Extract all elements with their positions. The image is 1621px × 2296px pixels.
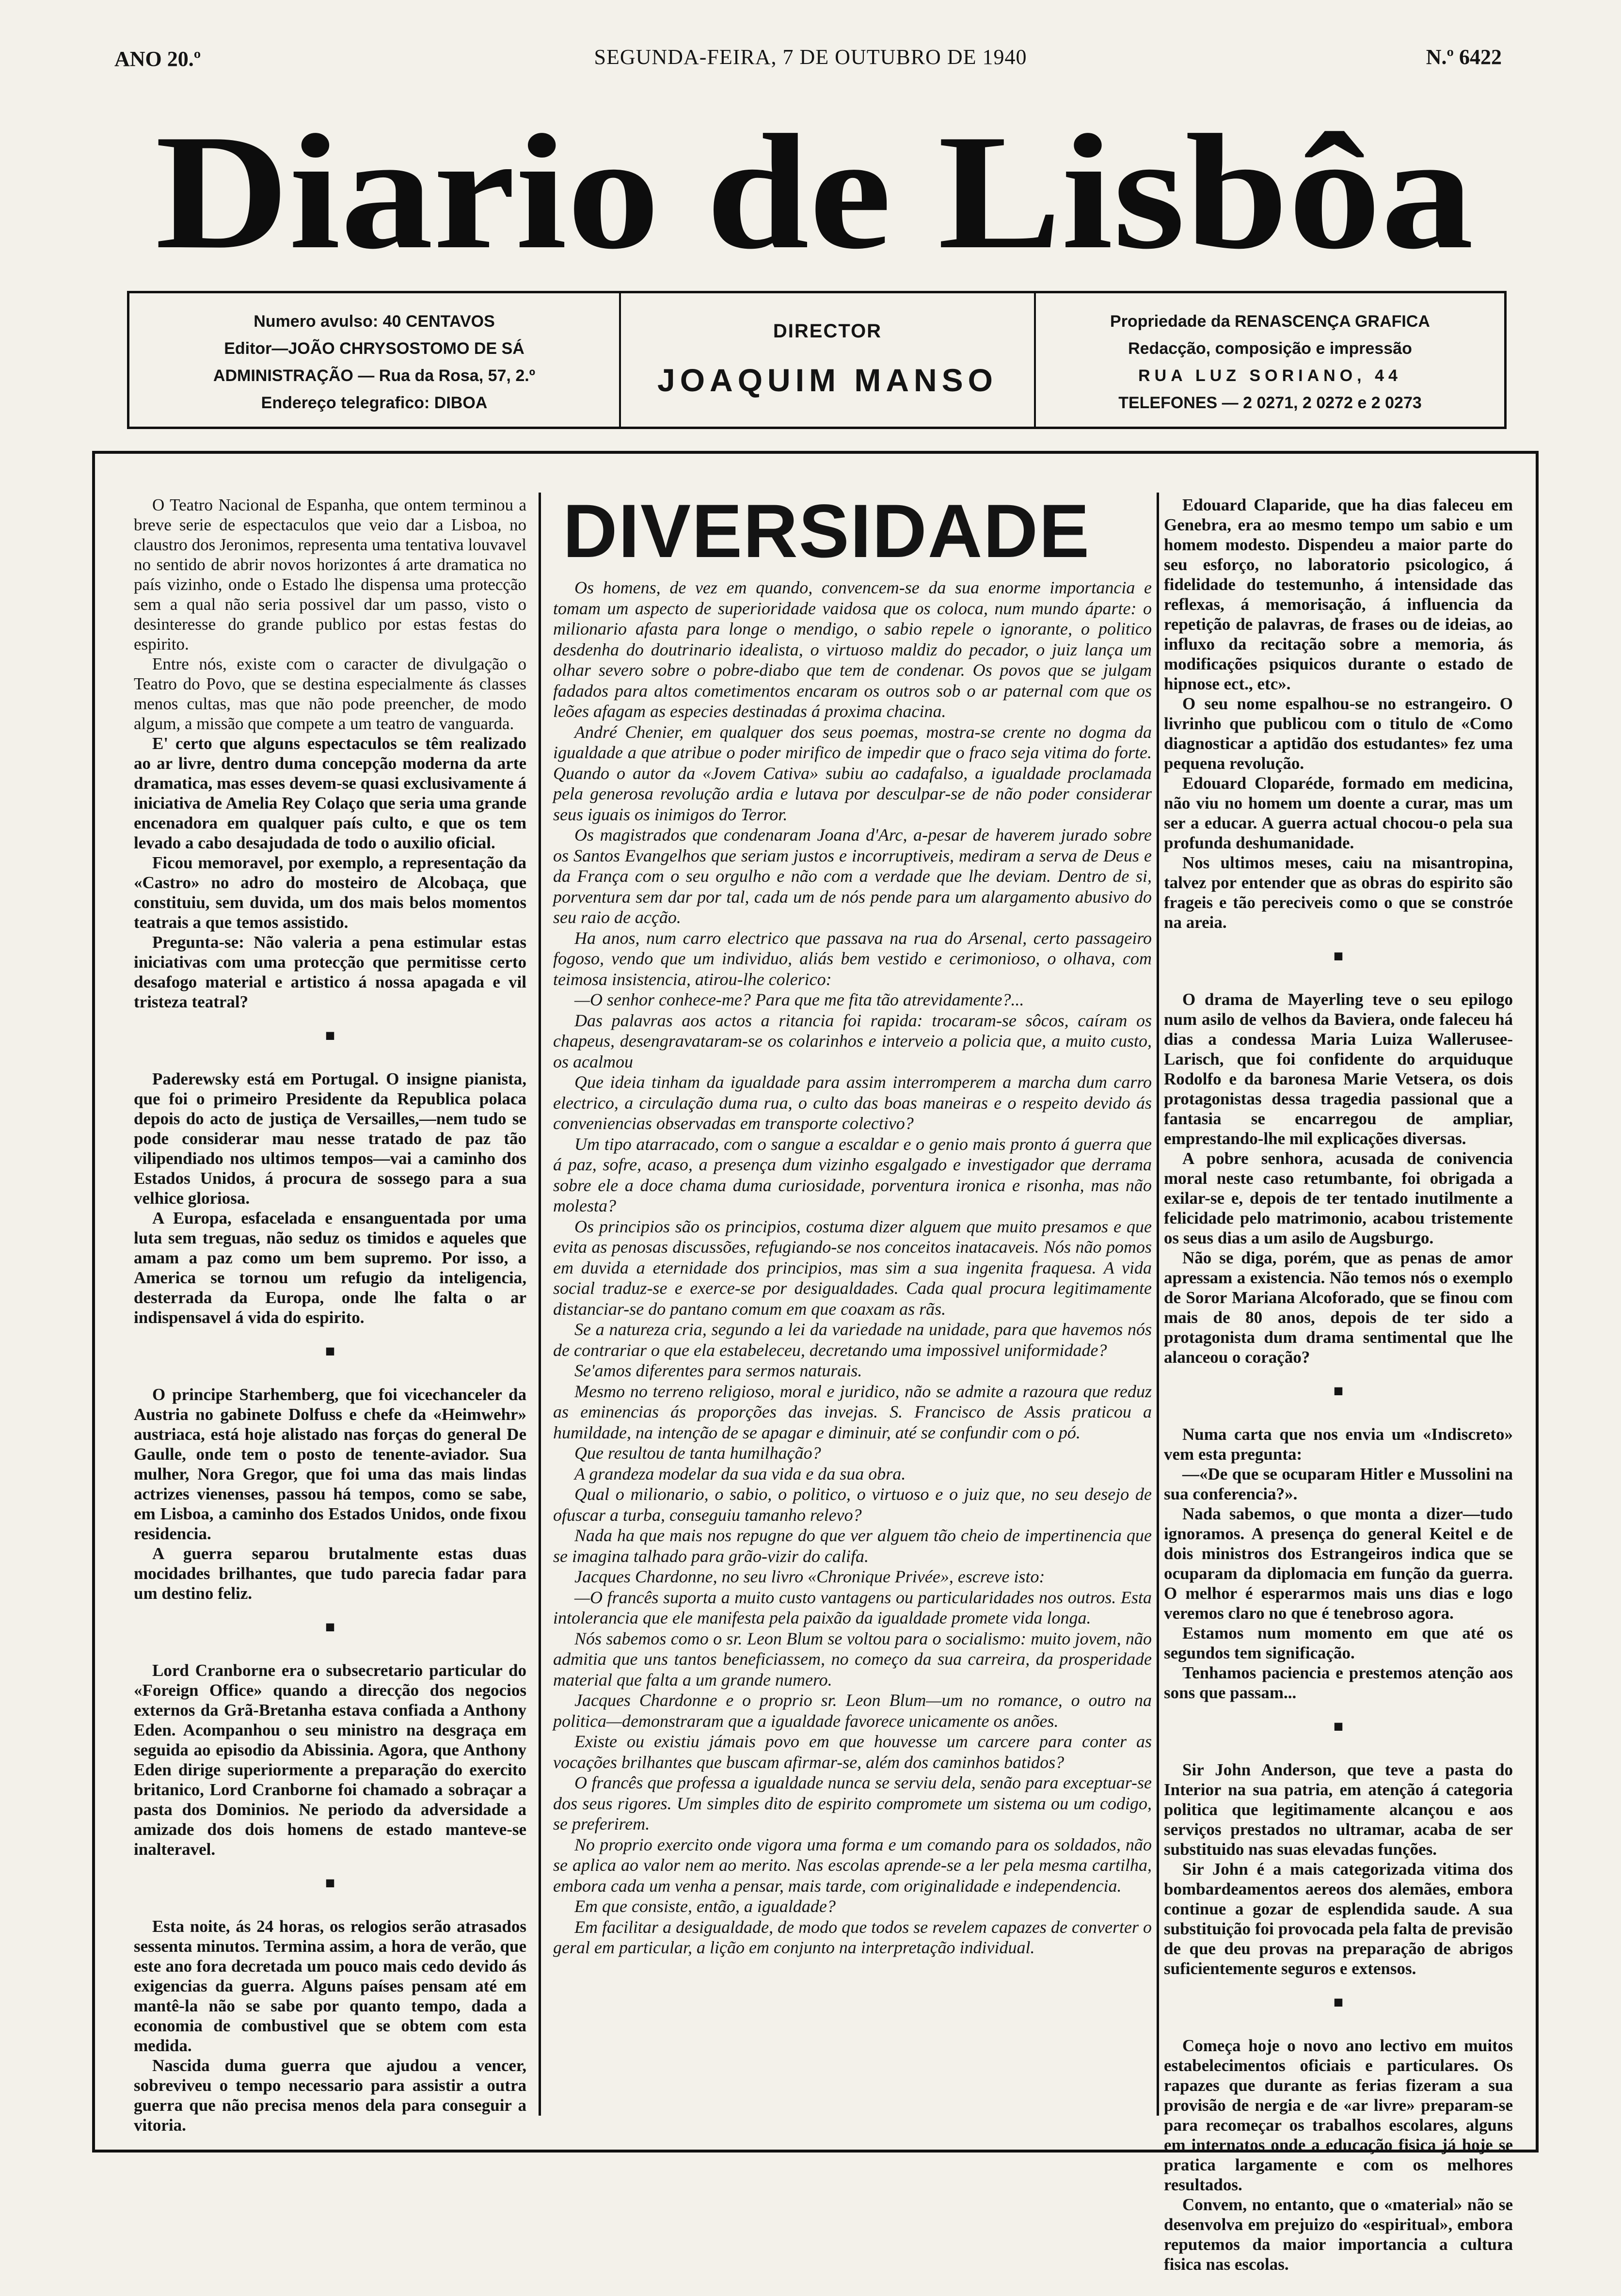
paragraph: O drama de Mayerling teve o seu epilogo num asilo de velhos da Baviera, onde faleceu há dias a condessa Maria Luiza Wallerusee-Larisch, que foi confidente do arquiduque Rodolfo e da baronesa Marie Vetsera, os dois protagonistas dessa tragedia passional que a fantasia se encarregou de ampliar, emprestando-lhe mil explicações diversas. [1164, 990, 1513, 1148]
paragraph: Que resultou de tanta humilhação? [574, 1443, 821, 1463]
section-separator: ■ [325, 1874, 335, 1892]
paragraph: Os principios são os principios, costuma dizer alguem que muito presamos e que evita as penosas discussões, refugiando-se nos conceitos inatacaveis. Nós não pomos em duvida a eternidade dos principios, mas sim a sua ingenita fraquesa. A vida social traduz-se e exerce-se por desigualdades. Cada qual procura legitimamente distanciar-se do pantano comum em que coaxam as rãs. [553, 1216, 1152, 1319]
section-separator: ■ [1333, 1993, 1344, 2011]
section-separator: ■ [325, 1618, 335, 1636]
paragraph: Se a natureza cria, segundo a lei da variedade na unidade, para que havemos nós de contrariar o que ela estabeleceu, decretando uma impossivel uniformidade? [553, 1320, 1152, 1360]
section-separator: ■ [1333, 1382, 1344, 1400]
paragraph: Que ideia tinham da igualdade para assim interromperem a marcha dum carro electrico, a circulação duma rua, o culto das boas maneiras e o respeito devido ás conveniencias observadas em transporte colectivo? [553, 1072, 1152, 1133]
svg-text:Diario de Lisbôa: Diario de Lisbôa [155, 100, 1474, 283]
paragraph: Paderewsky está em Portugal. O insigne pianista, que foi o primeiro Presidente da Republica polaca depois do acto de justiça de Versailles,—nem tudo se pode considerar mau nesse tratado de paz tão vilipendiado nos ultimos tempos—vai a caminho dos Estados Unidos, á procura de sossego para a sua velhice gloriosa. [134, 1069, 526, 1208]
right-column [1164, 495, 1513, 2274]
publication-info-box [127, 291, 1507, 429]
paragraph: Nos ultimos meses, caiu na misantropina, talvez por entender que as obras do espirito são frageis e tão pereciveis como o que se constróe na areia. [1164, 853, 1513, 932]
paragraph: Os homens, de vez em quando, convencem-se da sua enorme importancia e tomam um aspecto de superioridade vaidosa que os coloca, num mundo áparte: o milionario afasta para longe o mendigo, o sabio repele o ignorante, o politico desdenha do doutrinario idealista, o virtuoso maldiz do pecador, o juiz lança um olhar severo sobre o pobre-diabo que tem de condenar. Os povos que se julgam fadados para altos cometimentos encaram os outros sob o ar paternal com que os leões afagam as especies destinadas á proxima chacina. [553, 578, 1152, 721]
paragraph: Começa hoje o novo ano lectivo em muitos estabelecimentos oficiais e particulares. Os rapazes que durante as ferias fizeram a sua provisão de nergia e de «ar livre» preparam-se para recomeçar os trabalhos escolares, alguns em internatos onde a educação fisica já hoje se pratica largamente e com os melhores resultados. [1164, 2036, 1513, 2194]
paragraph: Lord Cranborne era o subsecretario particular do «Foreign Office» quando a direcção dos negocios externos da Grã-Bretanha estava confiada a Anthony Eden. Acompanhou o seu ministro na desgraça em seguida ao episodio da Abissinia. Agora, que Anthony Eden dirige superiormente a preparação do exercito britanico, Lord Cranborne foi chamado a sobraçar a pasta dos Dominios. Ne periodo da adversidade a amizade dos dois homens de estado manteve-se inalteravel. [134, 1661, 526, 1859]
director-label: DIRECTOR [773, 320, 882, 342]
address-line: RUA LUZ SORIANO, 44 [1138, 367, 1402, 385]
paragraph: Numa carta que nos envia um «Indiscreto» vem esta pregunta: [1164, 1425, 1513, 1464]
paragraph: Nascida duma guerra que ajudou a vencer, sobreviveu o tempo necessario para assistir a outra guerra que não precisa menos dela para conseguir a vitoria. [134, 2056, 526, 2135]
paragraph: Entre nós, existe com o caracter de divulgação o Teatro do Povo, que se destina especialmente ás classes menos cultas, mas que não pode preencher, de modo algum, a missão que compete a um teatro de vanguarda. [134, 654, 526, 733]
ownership-line: Propriedade da RENASCENÇA GRAFICA [1110, 312, 1430, 331]
paragraph: Jacques Chardonne e o proprio sr. Leon Blum—um no romance, o outro na politica—demonstraram que a igualdade favorece unicamente os anões. [553, 1690, 1152, 1731]
ownership-block [1036, 293, 1504, 427]
paragraph: Edouard Cloparéde, formado em medicina, não viu no homem um doente a curar, mas um ser a educar. A guerra actual chocou-o pela sua profunda deshumanidade. [1164, 774, 1513, 852]
administration-line: ADMINISTRAÇÃO — Rua da Rosa, 57, 2.º [213, 367, 536, 385]
paragraph: Jacques Chardonne, no seu livro «Chronique Privée», escreve isto: [574, 1567, 1045, 1586]
paragraph: —O senhor conhece-me? Para que me fita tão atrevidamente?... [574, 990, 1024, 1009]
paragraph: Os magistrados que condenaram Joana d'Arc, a-pesar de haverem jurado sobre os Santos Evangelhos que seriam justos e incorruptiveis, mediram a serva de Deus e da França com o seu orgulho e não com a verdade que lhe deviam. Dentro de si, porventura sem dar por tal, cada um de nós pende para um alargamento abusivo do seu raio de acção. [553, 825, 1152, 927]
paragraph: —«De que se ocuparam Hitler e Mussolini na sua conferencia?». [1164, 1465, 1513, 1503]
paragraph: Em facilitar a desigualdade, de modo que todos se revelem capazes de converter o geral em particular, a lição em conjunto na interpretação individual. [553, 1917, 1152, 1957]
year-label: ANO 20.º [114, 47, 201, 71]
column-rule-left [539, 493, 541, 2116]
paragraph: O Teatro Nacional de Espanha, que ontem terminou a breve serie de espectaculos que veio dar a Lisboa, no claustro dos Jeronimos, representa uma tentativa louvavel no sentido de abrir novos horizontes á arte dramatica no país vizinho, onde o Estado lhe dispensa uma protecção sem a qual não seria possivel dar um passo, visto o desinteresse do grande publico por estas festas do espirito. [134, 495, 526, 654]
price-line: Numero avulso: 40 CENTAVOS [254, 312, 495, 331]
paragraph: Estamos num momento em que até os segundos tem significação. [1164, 1624, 1513, 1662]
paragraph: Ficou memoravel, por exemplo, a representação da «Castro» no adro do mosteiro de Alcobaça, que constituiu, sem duvida, um dos mais belos momentos teatrais a que temos assistido. [134, 853, 526, 932]
paragraph: —O francês suporta a muito custo vantagens ou particularidades nos outros. Esta intolerancia que ele manifesta pela paixão da igualdade promete vida longa. [553, 1587, 1152, 1627]
telegraph-line: Endereço telegrafico: DIBOA [261, 394, 488, 412]
paragraph: A pobre senhora, acusada de conivencia moral neste caso retumbante, foi obrigada a exilar-se e, depois de ter tentado inutilmente a felicidade pelo matrimonio, acabou tristemente os seus dias a um asilo de Augsburgo. [1164, 1149, 1513, 1247]
director-name: JOAQUIM MANSO [657, 362, 998, 398]
paragraph: Pregunta-se: Não valeria a pena estimular estas iniciativas com uma protecção que permitisse certo desafogo material e artistico á nossa apagada e vil tristeza teatral? [134, 933, 526, 1011]
price-editor-block [129, 293, 619, 427]
paragraph: A guerra separou brutalmente estas duas mocidades brilhantes, que tudo parecia fadar para um destino feliz. [134, 1544, 526, 1603]
article-frame [92, 451, 1539, 2274]
paragraph: Se'amos diferentes para sermos naturais. [574, 1361, 862, 1380]
paragraph: Sir John é a mais categorizada vitima dos bombardeamentos aereos dos alemães, embora continue a gozar de esplendida saude. A sua substituição foi provocada pela falta de previsão de que deu provas na preparação de abrigos suficientemente seguros e extensos. [1164, 1860, 1513, 1978]
paragraph: Das palavras aos actos a ritancia foi rapida: trocaram-se sôcos, caíram os chapeus, desengravataram-se os colarinhos e interveio a policia que, a muito custo, os acalmou [553, 1010, 1152, 1071]
paragraph: Mesmo no terreno religioso, moral e juridico, não se admite a razoura que reduz as eminencias ás proporções das invejas. S. Francisco de Assis praticou a humildade, na intenção de se apagar e diminuir, até se confundir com o pó. [553, 1381, 1152, 1442]
paragraph: Existe ou existiu jámais povo em que houvesse um carcere para conter as vocações brilhantes que buscam afirmar-se, além dos caminhos batidos? [553, 1732, 1152, 1772]
paragraph: Edouard Claparide, que ha dias faleceu em Genebra, era ao mesmo tempo um sabio e um homem modesto. Dispendeu a maior parte do seu esforço, no laboratorio psicologico, á fidelidade do testemunho, á intensidade das reflexas, á memorisação, á influencia da repetição de palavras, de frases ou de ideias, ao influxo da recitação sobre a memoria, ás modificações psiquicos durante o estado de hipnose ect., etc». [1164, 495, 1513, 693]
paragraph: Tenhamos paciencia e prestemos atenção aos sons que passam... [1164, 1663, 1513, 1702]
issue-number: N.º 6422 [1426, 45, 1502, 69]
paragraph: Esta noite, ás 24 horas, os relogios serão atrasados sessenta minutos. Termina assim, a hora de verão, que este ano fora decretada um pouco mais cedo devido ás exigencias da guerra. Alguns países pensam até em mantê-la não se sabe por quanto tempo, dada a economia de combustivel que se obtem com esta medida. [134, 1917, 526, 2055]
left-column [134, 495, 526, 2135]
paragraph: Sir John Anderson, que teve a pasta do Interior na sua patria, em atenção á categoria politica que legitimamente alcançou e aos serviços prestados no ultramar, acaba de ser substituido nas suas elevadas funções. [1164, 1760, 1513, 1859]
paragraph: O francês que professa a igualdade nunca se serviu dela, senão para exceptuar-se dos seus rigores. Um simples dito de espirito compromete um sistema ou um codigo, se preferirem. [553, 1773, 1152, 1834]
paragraph: A Europa, esfacelada e ensanguentada por uma luta sem treguas, não seduz os timidos e aqueles que amam a paz como um bem supremo. Por isso, a America se tornou um refugio da inteligencia, desterrada da Europa, onde lhe falta o ar indispensavel á vida do espirito. [134, 1209, 526, 1327]
section-separator: ■ [1333, 1718, 1344, 1736]
paragraph: Em que consiste, então, a igualdade? [574, 1897, 836, 1916]
top-info-line [114, 42, 1507, 76]
headline: DIVERSIDADE [563, 489, 1091, 574]
paragraph: E' certo que alguns espectaculos se têm realizado ao ar livre, dentro duma concepção moderna da arte dramatica, mas esses devem-se quasi exclusivamente á iniciativa de Amelia Rey Colaço que seria uma grande encenadora em qualquer país culto, e que os tem levado a cabo desajudada de todo o auxilio oficial. [134, 734, 526, 852]
paragraph: Qual o milionario, o sabio, o politico, o virtuoso e o juiz que, no seu desejo de ofuscar a turba, conseguiu tamanho relevo? [553, 1484, 1152, 1525]
masthead-logo [145, 87, 1483, 291]
section-separator: ■ [325, 1342, 335, 1360]
paragraph: O principe Starhemberg, que foi vicechanceler da Austria no gabinete Dolfuss e chefe da «Heimwehr» austriaca, está hoje alistado nas forças do general De Gaulle, onde tem o posto de tenente-aviador. Sua mulher, Nora Gregor, que foi uma das mais lindas actrizes vienenses, passou há tempos, como se sabe, em Lisboa, a caminho dos Estados Unidos, onde fixou residencia. [134, 1385, 526, 1543]
paragraph: Um tipo atarracado, com o sangue a escaldar e o genio mais pronto á guerra que á paz, sofre, acaso, a presença dum vizinho esgalgado e investigador que derrama sobre ele a doce chama duma curiosidade, porventura ironica e risonha, mas não molesta? [553, 1134, 1152, 1215]
middle-column [553, 489, 1152, 1958]
paragraph: Nada ha que mais nos repugne do que ver alguem tão cheio de impertinencia que se imagina talhado para grão-vizir do califa. [553, 1526, 1152, 1566]
phones-line: TELEFONES — 2 0271, 2 0272 e 2 0273 [1118, 394, 1422, 412]
paragraph: A grandeza modelar da sua vida e da sua obra. [574, 1464, 906, 1483]
paragraph: Convem, no entanto, que o «material» não se desenvolva em prejuizo do «espiritual», embora reputemos da maior importancia a cultura fisica nas escolas. [1164, 2195, 1513, 2274]
date-label: SEGUNDA-FEIRA, 7 DE OUTUBRO DE 1940 [594, 45, 1027, 69]
paragraph: André Chenier, em qualquer dos seus poemas, mostra-se crente no dogma da igualdade a que atribue o poder mirifico de impedir que o fraco seja vitima do forte. Quando o autor da «Jovem Cativa» subiu ao cadafalso, a igualdade proclamada pela generosa revolução ardia e lutava por desculpar-se de não poder considerar seus iguais os inimigos do Terror. [553, 722, 1152, 824]
section-separator: ■ [325, 1027, 335, 1045]
paragraph: Nada sabemos, o que monta a dizer—tudo ignoramos. A presença do general Keitel e de dois ministros dos Estrangeiros indica que se ocuparam da diplomacia em função da guerra. O melhor é esperarmos mais uns dias e logo veremos claro no que é tenebroso agora. [1164, 1504, 1513, 1623]
paragraph: O seu nome espalhou-se no estrangeiro. O livrinho que publicou com o titulo de «Como diagnosticar a aptidão dos estudantes» fez uma pequena revolução. [1164, 694, 1513, 773]
paragraph: Não se diga, porém, que as penas de amor apressam a existencia. Não temos nós o exemplo de Soror Mariana Alcoforado, que se finou com mais de 80 anos, depois de ter sido a protagonista dum drama sentimental que lhe alanceou o coração? [1164, 1248, 1513, 1367]
printing-line: Redacção, composição e impressão [1128, 339, 1412, 358]
column-rule-right [1157, 493, 1159, 2116]
paragraph: Ha anos, num carro electrico que passava na rua do Arsenal, certo passageiro fogoso, vendo que um individuo, aliás bem vestido e cerimonioso, o olhava, com teimosa insistencia, atirou-lhe colerico: [553, 928, 1152, 989]
section-separator: ■ [1333, 947, 1344, 965]
paragraph: No proprio exercito onde vigora uma forma e um comando para os soldados, não se aplica ao valor nem ao merito. Nas escolas aprende-se a ler pela mesma cartilha, embora cada um venha a pensar, mais tarde, com originalidade e independencia. [553, 1834, 1152, 1896]
paragraph: Nós sabemos como o sr. Leon Blum se voltou para o socialismo: muito jovem, não admitia que uns tantos beneficiassem, no começo da sua carreira, da prosperidade material que falta a um grande numero. [553, 1628, 1152, 1690]
editor-line: Editor—JOÃO CHRYSOSTOMO DE SÁ [224, 339, 524, 358]
director-block [619, 293, 1036, 427]
